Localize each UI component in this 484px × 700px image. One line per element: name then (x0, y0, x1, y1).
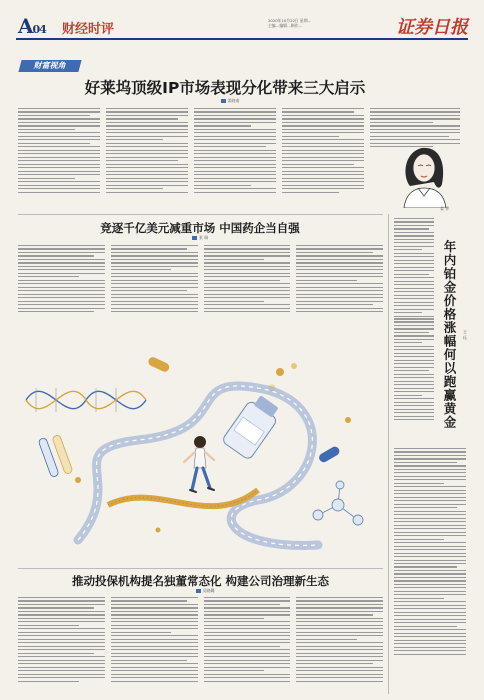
article1-byline: 姜晓南 (200, 98, 260, 104)
weight-loss-illustration-icon (18, 330, 383, 565)
article4-title: 推动投保机构提名独董常态化 构建公司治理新生态 (71, 574, 329, 588)
article1-title: 好莱坞顶级IP市场表现分化带来三大启示 (84, 79, 366, 97)
divider-vertical (388, 214, 389, 694)
article3-body-bottom (394, 448, 466, 657)
author-portrait (388, 138, 460, 208)
portrait-sketch-icon (388, 138, 460, 208)
health-illustration (18, 330, 383, 565)
column-tag: 财富视角 (18, 60, 81, 72)
article4-body (18, 597, 383, 695)
section-title: 财经时评 (62, 22, 115, 37)
portrait-caption: 姜 霁 (440, 206, 450, 211)
article3-body-top (394, 218, 434, 323)
page-number: A04 (18, 14, 46, 38)
issue-info: 2020年10月22日 星期… 主编…编辑…制作… (268, 18, 312, 28)
article3-byline: 王 珏 (463, 330, 468, 340)
article2-byline: 张 瑞 (180, 235, 220, 241)
article2-body (18, 245, 383, 325)
article3-body-mid (394, 318, 434, 423)
article2-title: 竞逐千亿美元减重市场 中国药企当自强 (100, 221, 300, 235)
divider-1 (18, 214, 383, 215)
header-rule (16, 38, 468, 40)
divider-2 (18, 568, 383, 569)
article3-title: 年内铂金价格涨幅何以跑赢黄金 (442, 240, 457, 429)
newspaper-logo: 证券日报 (396, 17, 468, 38)
article4-byline: 吴晓璐 (180, 588, 230, 594)
